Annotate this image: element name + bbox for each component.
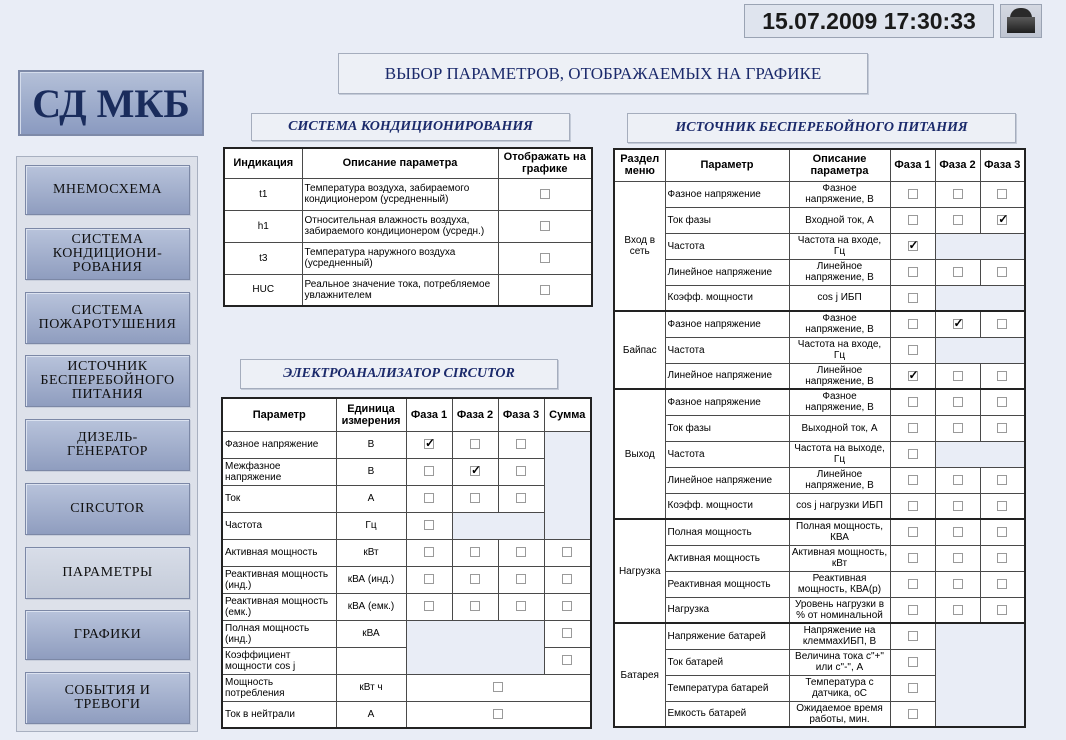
phase1-checkbox[interactable] <box>908 579 918 589</box>
phase2-checkbox[interactable] <box>953 267 963 277</box>
table-row <box>614 233 1025 259</box>
nav-fire-system-button[interactable]: СИСТЕМА ПОЖАРОТУШЕНИЯ <box>25 292 190 344</box>
param-cell: Коэфф. мощности <box>665 285 789 311</box>
nav-charts-button[interactable]: ГРАФИКИ <box>25 610 190 660</box>
phase3-checkbox[interactable] <box>516 547 526 557</box>
phase1-checkbox[interactable] <box>908 215 918 225</box>
phase3-checkbox[interactable] <box>516 466 526 476</box>
phase1-checkbox[interactable] <box>908 319 918 329</box>
param-cell: Частота <box>222 512 336 539</box>
table-row <box>224 242 592 274</box>
description-cell: Фазное напряжение, В <box>789 181 890 207</box>
menu-section-cell: Байпас <box>614 311 665 389</box>
table-row <box>222 485 591 512</box>
table-row <box>224 178 592 210</box>
column-header: Индикация <box>224 148 302 178</box>
table-row <box>614 337 1025 363</box>
description-cell: Активная мощность, кВт <box>789 545 890 571</box>
phase1-checkbox[interactable] <box>908 475 918 485</box>
table-row <box>222 539 591 566</box>
phase2-checkbox[interactable] <box>470 547 480 557</box>
phase1-checkbox[interactable] <box>908 371 918 381</box>
table-row <box>614 181 1025 207</box>
menu-section-cell: Выход <box>614 389 665 519</box>
indication-cell: t1 <box>224 178 302 210</box>
description-cell: Величина тока с"+" или с"-", А <box>789 649 890 675</box>
indication-cell: h1 <box>224 210 302 242</box>
phase1-checkbox[interactable] <box>908 397 918 407</box>
column-header: Единица измерения <box>336 398 406 431</box>
show-on-chart-checkbox[interactable] <box>540 189 550 199</box>
menu-section-cell: Батарея <box>614 623 665 727</box>
table-row <box>222 701 591 728</box>
param-cell: Коэфф. мощности <box>665 493 789 519</box>
phase1-checkbox[interactable] <box>424 601 434 611</box>
nav-panel <box>16 156 198 732</box>
unit-cell: В <box>336 458 406 485</box>
table-row <box>614 415 1025 441</box>
nav-parameters-button[interactable]: ПАРАМЕТРЫ <box>25 547 190 599</box>
param-cell: Температура батарей <box>665 675 789 701</box>
phase2-checkbox[interactable] <box>953 189 963 199</box>
description-cell: Температура с датчика, оС <box>789 675 890 701</box>
table-row <box>614 207 1025 233</box>
param-cell: Ток батарей <box>665 649 789 675</box>
ups-params-table <box>613 148 1026 728</box>
param-cell: Напряжение батарей <box>665 623 789 649</box>
description-cell: Реальное значение тока, потребляемое увлажнителем <box>302 274 498 306</box>
table-row <box>614 285 1025 311</box>
unit-cell: Гц <box>336 512 406 539</box>
column-header: Описание параметра <box>302 148 498 178</box>
phase3-checkbox[interactable] <box>997 267 1007 277</box>
param-cell: Полная мощность <box>665 519 789 545</box>
sum-checkbox[interactable] <box>562 628 572 638</box>
phase1-checkbox[interactable] <box>908 683 918 693</box>
table-row <box>614 571 1025 597</box>
phase2-checkbox[interactable] <box>953 501 963 511</box>
phase1-checkbox[interactable] <box>908 631 918 641</box>
phase2-checkbox[interactable] <box>953 397 963 407</box>
param-cell: Частота <box>665 233 789 259</box>
phase3-checkbox[interactable] <box>997 475 1007 485</box>
phase2-checkbox[interactable] <box>953 215 963 225</box>
phase3-checkbox[interactable] <box>516 601 526 611</box>
param-cell: Линейное напряжение <box>665 363 789 389</box>
show-on-chart-checkbox[interactable] <box>540 285 550 295</box>
unit-cell: кВА (инд.) <box>336 566 406 593</box>
phase2-checkbox[interactable] <box>470 466 480 476</box>
nav-ac-system-button[interactable]: СИСТЕМА КОНДИЦИОНИ- РОВАНИЯ <box>25 228 190 280</box>
unit-cell: А <box>336 485 406 512</box>
phase1-checkbox[interactable] <box>908 527 918 537</box>
table-row <box>614 363 1025 389</box>
ups-section-title: ИСТОЧНИК БЕСПЕРЕБОЙНОГО ПИТАНИЯ <box>627 113 1016 143</box>
nav-events-button[interactable]: СОБЫТИЯ И ТРЕВОГИ <box>25 672 190 724</box>
description-cell: Линейное напряжение, В <box>789 467 890 493</box>
ac-section-title: СИСТЕМА КОНДИЦИОНИРОВАНИЯ <box>251 113 570 141</box>
description-cell: Входной ток, А <box>789 207 890 233</box>
unit-cell: В <box>336 431 406 458</box>
sum-checkbox[interactable] <box>562 574 572 584</box>
phase1-checkbox[interactable] <box>424 520 434 530</box>
logo: СД МКБ <box>18 70 204 136</box>
phase2-checkbox[interactable] <box>470 601 480 611</box>
phase1-checkbox[interactable] <box>908 189 918 199</box>
datetime-display: 15.07.2009 17:30:33 <box>744 4 994 38</box>
param-cell: Ток фазы <box>665 415 789 441</box>
description-cell: Напряжение на клеммахИБП, В <box>789 623 890 649</box>
phase1-checkbox[interactable] <box>908 345 918 355</box>
param-cell: Мощность потребления <box>222 674 336 701</box>
table-row <box>614 623 1025 649</box>
phase2-checkbox[interactable] <box>953 423 963 433</box>
phase1-checkbox[interactable] <box>424 547 434 557</box>
param-cell: Емкость батарей <box>665 701 789 727</box>
param-cell: Линейное напряжение <box>665 467 789 493</box>
column-header: Фаза 2 <box>452 398 498 431</box>
column-header: Фаза 1 <box>406 398 452 431</box>
param-cell: Частота <box>665 337 789 363</box>
indication-cell: t3 <box>224 242 302 274</box>
sum-checkbox[interactable] <box>562 547 572 557</box>
phase1-checkbox[interactable] <box>908 501 918 511</box>
phase1-checkbox[interactable] <box>908 553 918 563</box>
param-cell: Полная мощность (инд.) <box>222 620 336 647</box>
description-cell: Частота на выходе, Гц <box>789 441 890 467</box>
table-row <box>614 545 1025 571</box>
phase1-checkbox[interactable] <box>908 423 918 433</box>
description-cell: Уровень нагрузки в % от номинальной <box>789 597 890 623</box>
phase1-checkbox[interactable] <box>908 449 918 459</box>
phase2-checkbox[interactable] <box>953 475 963 485</box>
phase1-checkbox[interactable] <box>424 574 434 584</box>
param-cell: Фазное напряжение <box>665 181 789 207</box>
phase3-checkbox[interactable] <box>997 319 1007 329</box>
unit-cell: кВт <box>336 539 406 566</box>
table-row <box>614 519 1025 545</box>
phase3-checkbox[interactable] <box>997 527 1007 537</box>
param-cell: Межфазное напряжение <box>222 458 336 485</box>
description-cell: Фазное напряжение, В <box>789 389 890 415</box>
table-row <box>222 593 591 620</box>
description-cell: Выходной ток, А <box>789 415 890 441</box>
column-header: Параметр <box>665 149 789 181</box>
page-title: ВЫБОР ПАРАМЕТРОВ, ОТОБРАЖАЕМЫХ НА ГРАФИКЕ <box>338 53 868 94</box>
phase1-checkbox[interactable] <box>424 466 434 476</box>
table-row <box>614 259 1025 285</box>
phase1-checkbox[interactable] <box>424 493 434 503</box>
circutor-params-table <box>221 397 592 729</box>
description-cell: Температура наружного воздуха (усредненный) <box>302 242 498 274</box>
description-cell: Частота на входе, Гц <box>789 233 890 259</box>
column-header: Фаза 1 <box>890 149 935 181</box>
param-cell: Частота <box>665 441 789 467</box>
phase2-checkbox[interactable] <box>953 371 963 381</box>
menu-section-cell: Вход в сеть <box>614 181 665 311</box>
description-cell: Линейное напряжение, В <box>789 363 890 389</box>
phase1-checkbox[interactable] <box>908 241 918 251</box>
nav-mnemoscheme-button[interactable]: МНЕМОСХЕМА <box>25 165 190 215</box>
menu-section-cell: Нагрузка <box>614 519 665 623</box>
phase2-checkbox[interactable] <box>953 579 963 589</box>
unit-cell: кВА (емк.) <box>336 593 406 620</box>
phase3-checkbox[interactable] <box>997 579 1007 589</box>
phase2-checkbox[interactable] <box>953 605 963 615</box>
description-cell: Ожидаемое время работы, мин. <box>789 701 890 727</box>
unit-cell <box>336 647 406 674</box>
nav-circutor-button[interactable]: CIRCUTOR <box>25 483 190 535</box>
param-cell: Нагрузка <box>665 597 789 623</box>
table-row <box>614 493 1025 519</box>
param-cell: Реактивная мощность (емк.) <box>222 593 336 620</box>
param-cell: Ток в нейтрали <box>222 701 336 728</box>
description-cell: Частота на входе, Гц <box>789 337 890 363</box>
table-row <box>614 467 1025 493</box>
description-cell: cos j ИБП <box>789 285 890 311</box>
phase3-checkbox[interactable] <box>997 423 1007 433</box>
param-cell: Ток <box>222 485 336 512</box>
total-checkbox[interactable] <box>493 682 503 692</box>
phase1-checkbox[interactable] <box>424 439 434 449</box>
column-header: Параметр <box>222 398 336 431</box>
description-cell: Реактивная мощность, КВА(р) <box>789 571 890 597</box>
phase2-checkbox[interactable] <box>953 319 963 329</box>
column-header: Раздел меню <box>614 149 665 181</box>
phase2-checkbox[interactable] <box>470 493 480 503</box>
table-row <box>222 620 591 647</box>
phase3-checkbox[interactable] <box>997 605 1007 615</box>
column-header: Отображать на графике <box>498 148 592 178</box>
show-on-chart-checkbox[interactable] <box>540 221 550 231</box>
table-row <box>222 674 591 701</box>
column-header: Фаза 3 <box>498 398 544 431</box>
param-cell: Реактивная мощность (инд.) <box>222 566 336 593</box>
column-header: Сумма <box>544 398 591 431</box>
table-row <box>614 441 1025 467</box>
phase3-checkbox[interactable] <box>516 574 526 584</box>
param-cell: Линейное напряжение <box>665 259 789 285</box>
phase3-checkbox[interactable] <box>997 501 1007 511</box>
description-cell: Линейное напряжение, В <box>789 259 890 285</box>
column-header: Фаза 2 <box>935 149 980 181</box>
param-cell: Коэффициент мощности cos j <box>222 647 336 674</box>
phase1-checkbox[interactable] <box>908 657 918 667</box>
column-header: Описание параметра <box>789 149 890 181</box>
phase3-checkbox[interactable] <box>997 553 1007 563</box>
phase2-checkbox[interactable] <box>470 574 480 584</box>
phase3-checkbox[interactable] <box>516 439 526 449</box>
phase3-checkbox[interactable] <box>516 493 526 503</box>
circutor-section-title: ЭЛЕКТРОАНАЛИЗАТОР CIRCUTOR <box>240 359 558 389</box>
description-cell: Температура воздуха, забираемого кондиционером (усредненный) <box>302 178 498 210</box>
table-row <box>222 512 591 539</box>
table-row <box>614 597 1025 623</box>
phase1-checkbox[interactable] <box>908 709 918 719</box>
camera-icon[interactable] <box>1000 4 1042 38</box>
phase1-checkbox[interactable] <box>908 605 918 615</box>
phase3-checkbox[interactable] <box>997 215 1007 225</box>
table-row <box>222 458 591 485</box>
total-checkbox[interactable] <box>493 709 503 719</box>
sum-checkbox[interactable] <box>562 655 572 665</box>
show-on-chart-checkbox[interactable] <box>540 253 550 263</box>
phase1-checkbox[interactable] <box>908 293 918 303</box>
table-row <box>224 274 592 306</box>
table-row <box>224 210 592 242</box>
description-cell: Полная мощность, КВА <box>789 519 890 545</box>
phase1-checkbox[interactable] <box>908 267 918 277</box>
table-row <box>614 311 1025 337</box>
table-row <box>222 566 591 593</box>
param-cell: Фазное напряжение <box>222 431 336 458</box>
phase2-checkbox[interactable] <box>953 553 963 563</box>
phase2-checkbox[interactable] <box>470 439 480 449</box>
column-header: Фаза 3 <box>980 149 1025 181</box>
unit-cell: А <box>336 701 406 728</box>
nav-diesel-button[interactable]: ДИЗЕЛЬ- ГЕНЕРАТОР <box>25 419 190 471</box>
description-cell: Фазное напряжение, В <box>789 311 890 337</box>
phase3-checkbox[interactable] <box>997 189 1007 199</box>
description-cell: cos j нагрузки ИБП <box>789 493 890 519</box>
table-row <box>614 389 1025 415</box>
param-cell: Ток фазы <box>665 207 789 233</box>
unit-cell: кВА <box>336 620 406 647</box>
param-cell: Фазное напряжение <box>665 389 789 415</box>
nav-ups-button[interactable]: ИСТОЧНИК БЕСПЕРЕБОЙНОГО ПИТАНИЯ <box>25 355 190 407</box>
phase3-checkbox[interactable] <box>997 371 1007 381</box>
table-row <box>222 431 591 458</box>
param-cell: Активная мощность <box>222 539 336 566</box>
description-cell: Относительная влажность воздуха, забираемого кондиционером (усредн.) <box>302 210 498 242</box>
phase3-checkbox[interactable] <box>997 397 1007 407</box>
sum-checkbox[interactable] <box>562 601 572 611</box>
unit-cell: кВт ч <box>336 674 406 701</box>
param-cell: Реактивная мощность <box>665 571 789 597</box>
phase2-checkbox[interactable] <box>953 527 963 537</box>
param-cell: Фазное напряжение <box>665 311 789 337</box>
ac-params-table <box>223 147 593 307</box>
indication-cell: HUC <box>224 274 302 306</box>
param-cell: Активная мощность <box>665 545 789 571</box>
